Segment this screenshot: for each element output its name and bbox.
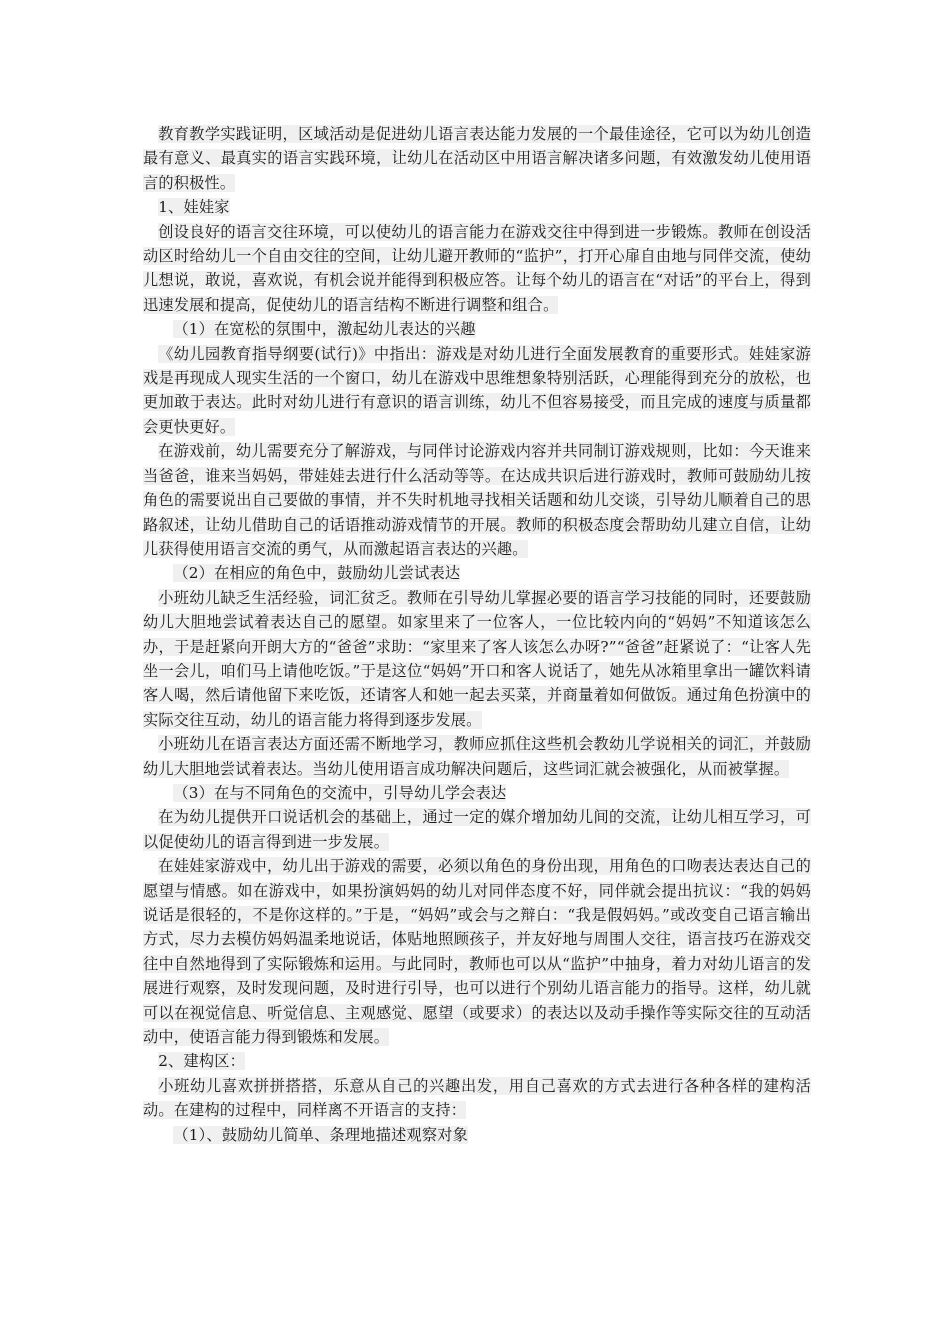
section-heading-wawajia: 1、娃娃家 bbox=[158, 198, 230, 217]
subheading-roles: （2）在相应的角色中，鼓励幼儿尝试表达 bbox=[173, 564, 461, 583]
paragraph-guideline: 《幼儿园教育指导纲要(试行)》中指出：游戏是对幼儿进行全面发展教育的重要形式。娃娃家游戏是再现成人现实生活的一个窗口，幼儿在游戏中思维想象特别活跃，心理能得到充分的放松，也更加敢于表达。此时对幼儿进行有意识的语言训练，幼儿不但容易接受，而且完成的速度与质量都会更快更好。 bbox=[143, 344, 811, 436]
paragraph-intro: 教育教学实践证明，区域活动是促进幼儿语言表达能力发展的一个最佳途径，它可以为幼儿创造最有意义、最真实的语言实践环境，让幼儿在活动区中用语言解决诸多问题，有效激发幼儿使用语言的积极性。 bbox=[143, 125, 811, 192]
section-heading-construction: 2、建构区： bbox=[158, 1052, 245, 1071]
document-body bbox=[143, 122, 811, 1147]
paragraph-construction: 小班幼儿喜欢拼拼搭搭，乐意从自己的兴趣出发，用自己喜欢的方式去进行各种各样的建构活动。在建构的过程中，同样离不开语言的支持： bbox=[143, 1076, 811, 1120]
paragraph-vocabulary: 小班幼儿在语言表达方面还需不断地学习，教师应抓住这些机会教幼儿学说相关的词汇，并鼓励幼儿大胆地尝试着表达。当幼儿使用语言成功解决问题后，这些词汇就会被强化，从而被掌握。 bbox=[143, 735, 811, 778]
paragraph-environment: 创设良好的语言交往环境，可以使幼儿的语言能力在游戏交往中得到进一步锻炼。教师在创设活动区时给幼儿一个自由交往的空间，让幼儿避开教师的“监护”，打开心扉自由地与同伴交流，使幼儿想说，敢说，喜欢说，有机会说并能得到积极应答。让每个幼儿的语言在“对话”的平台上，得到迅速发展和提高，促使幼儿的语言结构不断进行调整和组合。 bbox=[143, 222, 811, 314]
subheading-describe: （1）、鼓励幼儿简单、条理地描述观察对象 bbox=[173, 1125, 469, 1144]
paragraph-media: 在为幼儿提供开口说话机会的基础上，通过一定的媒介增加幼儿间的交流，让幼儿相互学习，可以促使幼儿的语言得到进一步发展。 bbox=[143, 808, 811, 851]
subheading-relaxed-atmosphere: （1）在宽松的氛围中，激起幼儿表达的兴趣 bbox=[173, 320, 476, 339]
subheading-different-roles: （3）在与不同角色的交流中，引导幼儿学会表达 bbox=[173, 783, 507, 802]
paragraph-before-game: 在游戏前，幼儿需要充分了解游戏，与同伴讨论游戏内容并共同制订游戏规则，比如：今天谁来当爸爸，谁来当妈妈，带娃娃去进行什么活动等等。在达成共识后进行游戏时，教师可鼓励幼儿按角色的需要说出自己要做的事情，并不失时机地寻找相关话题和幼儿交谈，引导幼儿顺着自己的思路叙述，让幼儿借助自己的话语推动游戏情节的开展。教师的积极态度会帮助幼儿建立自信，让幼儿获得使用语言交流的勇气，从而激起语言表达的兴趣。 bbox=[143, 442, 811, 558]
paragraph-roleplay: 在娃娃家游戏中，幼儿出于游戏的需要，必须以角色的身份出现，用角色的口吻表达表达自己的愿望与情感。如在游戏中，如果扮演妈妈的幼儿对同伴态度不好，同伴就会提出抗议：“我的妈妈说话是很轻的，不是你这样的。”于是，“妈妈”或会与之辩白：“我是假妈妈。”或改变自己语言输出方式，尽力去模仿妈妈温柔地说话，体贴地照顾孩子，并友好地与周围人交往，语言技巧在游戏交往中自然地得到了实际锻炼和运用。与此同时，教师也可以从“监护”中抽身，着力对幼儿语言的发展进行观察，及时发现问题，及时进行引导，也可以进行个别幼儿语言能力的指导。这样，幼儿就可以在视觉信息、听觉信息、主观感觉、愿望（或要求）的表达以及动手操作等实际交往的互动活动中，使语言能力得到锻炼和发展。 bbox=[143, 857, 811, 1047]
paragraph-small-class: 小班幼儿缺乏生活经验，词汇贫乏。教师在引导幼儿掌握必要的语言学习技能的同时，还要鼓励幼儿大胆地尝试着表达自己的愿望。如家里来了一位客人，一位比较内向的“妈妈”不知道该怎么办，于是赶紧向开朗大方的“爸爸”求助：“家里来了客人该怎么办呀?”“爸爸”赶紧说了：“让客人先坐一会儿，咱们马上请他吃饭。”于是这位“妈妈”开口和客人说话了，她先从冰箱里拿出一罐饮料请客人喝，然后请他留下来吃饭，还请客人和她一起去买菜，并商量着如何做饭。通过角色扮演中的实际交往互动，幼儿的语言能力将得到逐步发展。 bbox=[143, 588, 811, 729]
